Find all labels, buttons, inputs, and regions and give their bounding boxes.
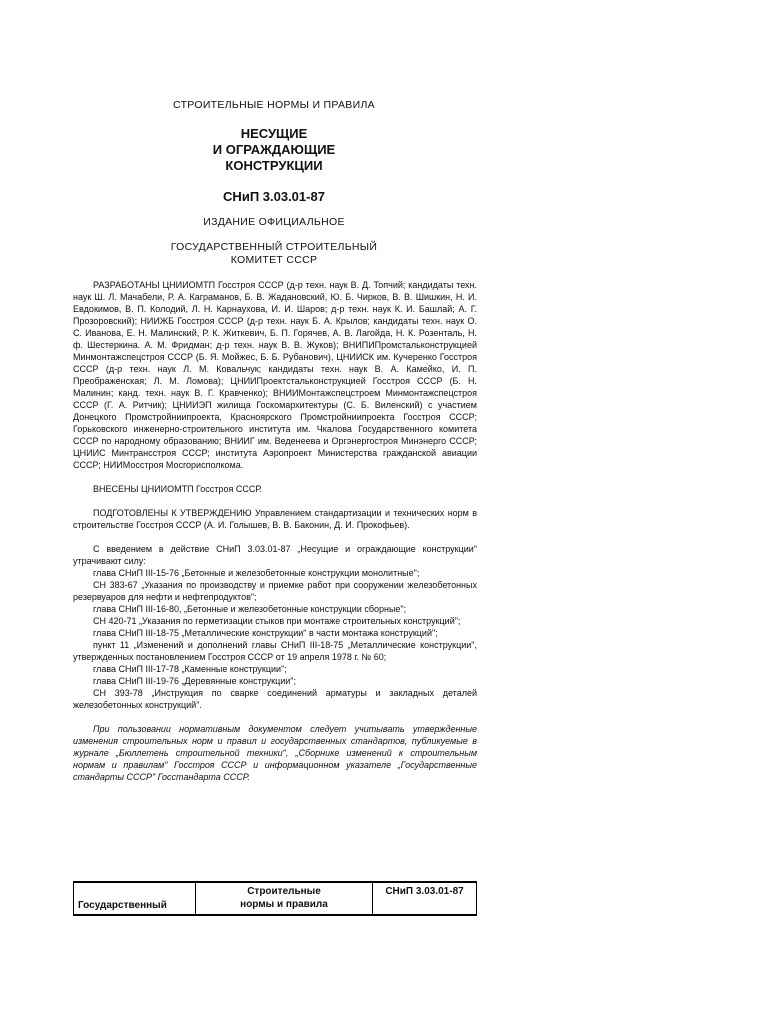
title-line: НЕСУЩИЕ <box>240 126 308 141</box>
title-line: И ОГРАЖДАЮЩИЕ <box>212 142 336 157</box>
prepared-paragraph: ПОДГОТОВЛЕНЫ К УТВЕРЖДЕНИЮ Управлением стандартизации и технических норм в строительстве Госстроя СССР (А. И. Голышев, В. В. Баконин, Д. И. Прокофьев). <box>73 508 477 530</box>
footer-cell-code: СНиП 3.03.01-87 <box>373 882 477 915</box>
replaced-item: пункт 11 „Изменений и дополнений главы СНиП III-18-75 „Металлические конструкции", утвержденных постановлением Госстроя СССР от 19 апреля 1978 г. № 60; <box>73 640 477 662</box>
footer-table <box>73 881 477 916</box>
replaced-item: глава СНиП III-18-75 „Металлические конструкции" в части монтажа конструкций"; <box>93 628 438 638</box>
edition-label: ИЗДАНИЕ ОФИЦИАЛЬНОЕ <box>203 216 345 228</box>
replaced-item: глава СНиП III-16-80, „Бетонные и железобетонные конструкции сборные"; <box>93 604 407 614</box>
replaced-item: глава СНиП III-19-76 „Деревянные конструкции"; <box>93 676 297 686</box>
developed-paragraph: РАЗРАБОТАНЫ ЦНИИОМТП Госстроя СССР (д-р техн. наук В. Д. Топчий; кандидаты техн. наук Ш. Л. Мачабели, Р. А. Каграманов, Б. В. Жадановский, Ю. Б. Чирков, В. В. Шишкин, Н. И. Евдокимов, В. П. Колодий, Л. Н. Карнаухова, И. И. Шаров; д-р техн. наук К. И. Башлай; А. Г. Прозоровский); НИИЖБ Госстроя СССР (д-р техн. наук Б. А. Крылов; кандидаты техн. наук О. С. Иванова, Е. Н. Малинский, Р. К. Житкевич, Б. П. Горячев, А. В. Лагойда, Н. К. Розенталь, Н. ф. Шестеркина. А. М. Фридман; д-р техн. наук В. В. Жуков); ВНИПИПромстальконструкцией Минмонтажспецстроя СССР (Б. Я. Мойжес, Б. Б. Рубанович), ЦНИИСК им. Кучеренко Госстроя СССР (д-р техн. наук Л. М. Ковальчук; кандидаты техн. наук В. А. Камейко, И. П. Преображенская; Л. М. Ломова); ЦНИИПроектстальконструкцией Госстроя СССР (Б. Н. Малинин; канд. техн. наук В. Г. Кравченко); ВНИИМонтажспецстроем Минмонтажспецстроя СССР (Г. А. Ритчик); ЦНИИЭП жилища Госкомархитектуры (С. Б. Виленский) с участием Донецкого Промстройниипроекта, Красноярского Промстройниипроекта Госстроя СССР; Горьковского инженерно-строительного института им. Чкалова Государственного комитета СССР по народному образованию; ВНИИГ им. Веденеева и Оргэнергостроя Минэнерго СССР; ЦНИИС Минтрансстроя СССР; института Аэропроект Министерства гражданской авиации СССР; НИИМосстроя Мосгорисполкома. <box>73 280 477 470</box>
replaced-item: глава СНиП III-17-78 „Каменные конструкции"; <box>93 664 287 674</box>
footer-norms-line: Строительные <box>247 886 321 897</box>
footer-norms-line: нормы и правила <box>240 899 328 910</box>
committee-line: ГОСУДАРСТВЕННЫЙ СТРОИТЕЛЬНЫЙ <box>170 241 378 253</box>
document-header: СТРОИТЕЛЬНЫЕ НОРМЫ И ПРАВИЛА <box>173 99 375 111</box>
replaced-intro: С введением в действие СНиП 3.03.01-87 „Несущие и ограждающие конструкции" утрачивают силу: <box>73 544 477 566</box>
title-line: КОНСТРУКЦИИ <box>225 158 323 173</box>
replaced-item: СН 393-78 „Инструкция по сварке соединений арматуры и закладных деталей железобетонных конструкций". <box>73 688 477 710</box>
committee-name <box>0 241 548 267</box>
footer-cell-norms <box>196 882 373 915</box>
replaced-item: глава СНиП III-15-76 „Бетонные и железобетонные конструкции монолитные"; <box>93 568 420 578</box>
footer-table-row <box>74 882 477 915</box>
document-code: СНиП 3.03.01-87 <box>223 189 325 204</box>
document-body <box>73 279 477 783</box>
usage-note: При пользовании нормативным документом следует учитывать утвержденные изменения строительных норм и правил и государственных стандартов, публикуемые в журнале „Бюллетень строительной техники", „Сборнике изменений к строительным нормам и правилам" Госстроя СССР и информационном указателе „Государственные стандарты СССР" Госстандарта СССР. <box>73 724 477 782</box>
replaced-item: СН 420-71 „Указания по герметизации стыков при монтаже строительных конструкций"; <box>93 616 461 626</box>
document-title <box>0 126 548 174</box>
replaced-item: СН 383-67 „Указания по производству и приемке работ при сооружении железобетонных резервуаров для нефти и нефтепродуктов"; <box>73 580 477 602</box>
introduced-paragraph: ВНЕСЕНЫ ЦНИИОМТП Госстроя СССР. <box>93 484 263 494</box>
committee-line: КОМИТЕТ СССР <box>230 254 318 266</box>
footer-cell-state: Государственный <box>74 882 196 915</box>
